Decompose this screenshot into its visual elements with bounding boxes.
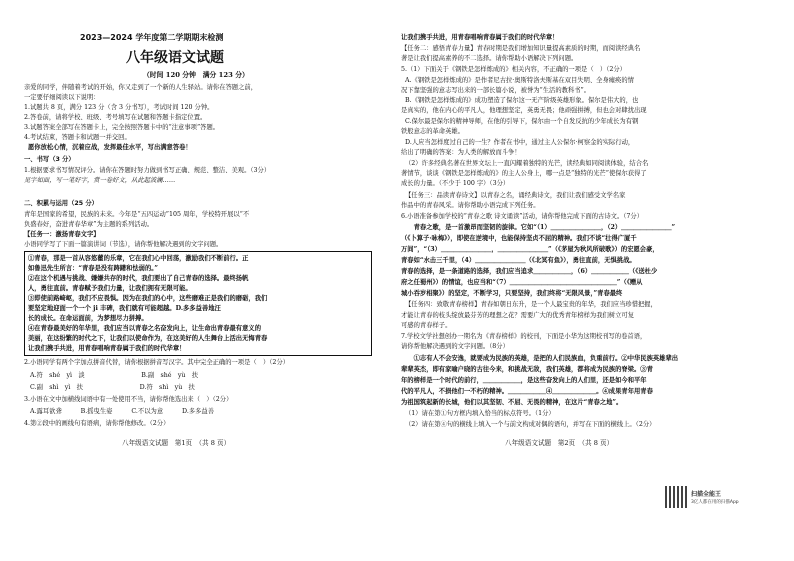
q5-part2: 著情节，谈谈《钢铁是怎样炼成的》的主人公身上，哪一点是“独特的光芒”使保尔获得了 [401, 170, 647, 177]
box-line: ③即使前路崎岖，我们不应畏惧。因为在我们的心中，这些磨难正是我们的磨砺，我们 [28, 295, 268, 302]
q4-text: 4.第②段中的画线句有语病，请你帮他修改。（2分） [24, 420, 170, 427]
q6-text: 6.小语准备参加学校的“青春之歌 诗文诵读”活动，请你帮他完成下面的古诗文。（7分） [401, 213, 643, 220]
q6-blank-line: 青春如“水击三千里，（4）＿＿＿＿＿＿＿＿（《北冥有鱼》），勇往直前，无惧挑战。 [401, 257, 636, 264]
box-line: ①青春，那是一首从容悠藿的乐章，它在我们心中回荡，激励我们不断前行。正 [28, 255, 249, 262]
page-1-footer: 八年级语文试题 第1页 （共 8 页） [122, 439, 231, 447]
exam-title: 八年级语文试题 [126, 50, 224, 66]
q6-blank-line: 府之任蜀州》）的情谊，也应当和“（7）＿＿＿＿＿＿＿＿＿＿＿＿＿＿＿＿＿”（《赠从 [401, 279, 643, 286]
q1-sample: 见字如面，写一笔好字，赏一卷好文，从此起波澜…… [24, 177, 176, 184]
scan-app-label: 扫描全能王 [691, 491, 722, 498]
q5-part2: 成长的力量。（不少于 100 字）（3分） [401, 180, 510, 187]
q6-blank-line: 万间”，“（3）＿＿＿＿＿＿＿＿，＿＿＿＿＿＿＿＿”（《茅屋为秋风所破歌》）的宏愿会豪， [401, 246, 659, 253]
q7-text: 7.学校文学社想创办一期名为《青春榜样》的校刊，下面是小华为这期校刊写的卷首语， [401, 333, 647, 340]
sec2-text: 负盛春好，奋进青春华章”为主题的系列活动。 [24, 221, 154, 228]
box-line: 长的成长。在命运面前，为梦想尽力拼搏。 [28, 315, 148, 322]
q3-text: 3.小语在文中加横线词语中有一处使用不当，请你帮他选出来（ ）（2分） [24, 396, 233, 403]
q7-passage: 辈辈英杰，即有家喻户晓的古往今来，和挑战无敌，我们英雄，都将成为民族的脊梁。③青 [401, 366, 653, 373]
q7-passage: 代的平凡人，不损他们一不朽的精神。＿＿＿＿＿＿④＿＿＿＿＿＿＿。④成果青年用青春 [401, 388, 653, 395]
q2-option-row: C.副 shì yì 扶 D.符 shì yù 扶 [30, 384, 195, 391]
q5-option: C.保尔最是保尔的精神导师，在他的引导下，保尔由一个自发反抗的少年成长为有钢 [405, 118, 639, 125]
speech-excerpt-box [24, 251, 372, 356]
box-line: ④在青春最美好的年华里，我们应当以青春之名奋发向上，让生命出青春最有意义的 [28, 325, 261, 332]
q7-sub2: （2）请在第④句的横线上填入一个与前文构成对偶的语句，并写在下面的横线上。（2分） [405, 421, 656, 428]
q5-option: B.《钢铁是怎样炼成的》成功塑造了保尔这一无产阶级英雄形象。保尔是伟大的，也 [405, 97, 639, 104]
q7-text: 请你帮他解决遇到的文字问题。（8分） [401, 343, 509, 350]
q5-option: 况下靠坚强的意志写出来的一部长篇小说，被誉为“生活的教科书”。 [401, 87, 591, 94]
q7-passage: ①志有人不会安逸，就要成为民族的英雄，是把的人们民族血，负重前行。②中华民族英雄辈出 [401, 355, 679, 362]
intro-line: 一定要仔细阅读以下说明： [24, 94, 100, 101]
q5-text: 5.（1）下面关于《钢铁是怎样炼成的》相关内容，不正确的一项是（ ）（2分） [401, 66, 626, 73]
q5-option: A.《钢铁是怎样炼成的》是作者尼古拉·奥斯特洛夫斯基在双目失明、全身瘫痪的情 [405, 77, 634, 84]
page-2-footer: 八年级语文试题 第2页 （共 8 页） [505, 439, 614, 447]
box-line: 人，勇往直前。青春赋予我们力量，让我们拥有无限可能。 [28, 285, 192, 292]
box-line: 让我们携手共进，用青春唱响青春属于我们的时代华章！ [28, 345, 186, 352]
box-line: 要坚定地迎面一个一个 ji 丰碑，我们就有可能超越。D.多多益善地汪 [28, 305, 221, 312]
q5-option: D.人应当怎样度过自己的一生？作者在书中，通过主人公保尔·柯察金的实际行动， [405, 139, 635, 146]
intro-line: 亲爱的同学，伴随着考试的开始，你又走到了一个新的人生驿站。请你在答题之前， [24, 84, 257, 91]
task1-title: 【任务一：激扬青春文字】 [24, 231, 100, 238]
intro-line: 愿你放松心情，沉着应战，发挥最佳水平，写出满意答卷！ [28, 144, 192, 151]
q3-options: A.露耳欲聋 B.摇曳生姿 C.不以为意 D.多多益善 [30, 408, 215, 415]
intro-line: 2.答卷前，请将学校、班级、考号填写在试题和答题卡指定位置。 [24, 114, 207, 121]
q6-blank-line: 城小吞岁相聚》）的坚定，不断学习，只要坚持，我们终将“无限风景，”青春最终 [401, 290, 623, 297]
body-line: 作品中的青春风采。请你帮助小语完成下列任务。 [401, 202, 540, 209]
box-line: 如鲁迅先生所言：“青春是没有踌躇和怯弱的。” [28, 265, 159, 272]
q5-option: 是真实的，他在内心的平凡人，他理想坚定，英勇无畏；他顽强拼搏，但也会对肆扰出现 [401, 107, 647, 114]
page-2 [397, 0, 794, 561]
section-writing: 一、书写（3 分） [24, 156, 75, 163]
q2-option-row: A.符 shé yì 淡 B.副 shé yù 扶 [30, 372, 199, 379]
qr-code-icon [665, 486, 687, 508]
task1-intro: 小语同学写了下面一篇演讲词（节选），请你帮他解决遇到的文字问题。 [24, 241, 223, 248]
q1-text: 1.根据要求书写情况评分。请你在答题时努力做到书写正确、规范、整洁、美观。（3分） [24, 167, 271, 174]
q5-option: 铁般意志的革命英雄。 [401, 128, 464, 135]
task4-title: 【任务四：致敬青春榜样】青春如朝日东升，是一个人最宝贵的年华，我们应当珍惜把握， [405, 301, 657, 308]
q6-blank-line: 青春的选择，是一条道路的选择，我们应当追求＿＿＿＿＿＿，（6）＿＿＿＿＿＿（《送杜少 [401, 268, 658, 275]
body-line: 让我们携手共进，用青春唱响青春属于我们的时代华章！ [401, 34, 559, 41]
exam-header: 2023—2024 学年度第二学期期末检测 [80, 33, 224, 42]
box-line: ②在这个机遇与挑战、嫌嫌共存的时代，我们要出了自己青春的选择。最终扬帆 [28, 275, 249, 282]
section-accumulation: 二、积累与运用（25 分） [24, 200, 98, 207]
q7-passage: 为祖国筑起新的长城，他们以其坚韧、不屈、无畏的精神，在这片“青春之地”。 [401, 399, 623, 406]
task3-title: 【任务三：品读青春诗文】以青春之名，诵经典诗文，我们让我们感受文学名家 [405, 192, 626, 199]
intro-line: 3.试题答案全部写在答题卡上，完全按照答题卡中的“注意事项”答题。 [24, 124, 220, 131]
q2-text: 2.小语同学有两个字加点拼音代替，请你根据拼音写汉字。其中完全正确的一项是（ ）（2分） [24, 359, 290, 366]
body-line: 著是让我们提高素养的不二选择。请你帮助小语解决下列问题。 [401, 55, 578, 62]
sec2-text: 青年是国家的希望，民族的未来。今年是“五四运动”105 周年，学校特开展以“不 [24, 211, 250, 218]
q7-sub1: （1）请在第①句方框内填入恰当的标点符号。（1分） [405, 410, 555, 417]
task2-title: 【任务二：感悟青春力量】青春时期是我们增加知识量提高素质的时期，而阅读经典名 [401, 45, 641, 52]
body-line: 可感的青春样子。 [401, 322, 452, 329]
scan-app-sub: 3亿人都在用的扫描App [691, 500, 739, 505]
q5-option: 给出了明确的答案：为人类的解放而斗争！ [401, 149, 521, 156]
q6-blank-line: 青春之歌，是一首激昂而坚韧的旋律。它如“（1）＿＿＿＿＿＿＿＿，（2）＿＿＿＿＿＿＿＿” [401, 224, 676, 231]
body-line: 才能让青春的枝头绽放最芬芳的理想之花？需要广大的优秀青年榜样为我们树立可复 [401, 312, 634, 319]
box-line: 美丽，在这纷繁的时代之下，让我们以使命作为，在这美好的人生舞台上活出无悔青春 [28, 335, 268, 342]
intro-line: 1.试题共 8 页，满分 123 分（含 3 分书写），考试时间 120 分钟。 [24, 104, 214, 111]
q7-passage: 年的榜样是一个时代的前行，＿＿＿＿＿＿，是这些奋发向上的人们里，还是如今和平年 [401, 377, 647, 384]
q5-part2: （2）许多经典名著在世界文坛上一直闪耀着独特的光芒，读经典如同阅读体验，结合名 [405, 160, 649, 167]
q6-blank-line: （《卜算子·咏梅》），即使在逆境中，也能保持坚贞不屈的精神。我们不谈“壮得广厦千 [401, 235, 637, 242]
intro-line: 4.考试结束，答题卡和试题一并交回。 [24, 134, 131, 141]
exam-subtitle: （时间 120 分钟 满分 123 分） [143, 71, 249, 79]
